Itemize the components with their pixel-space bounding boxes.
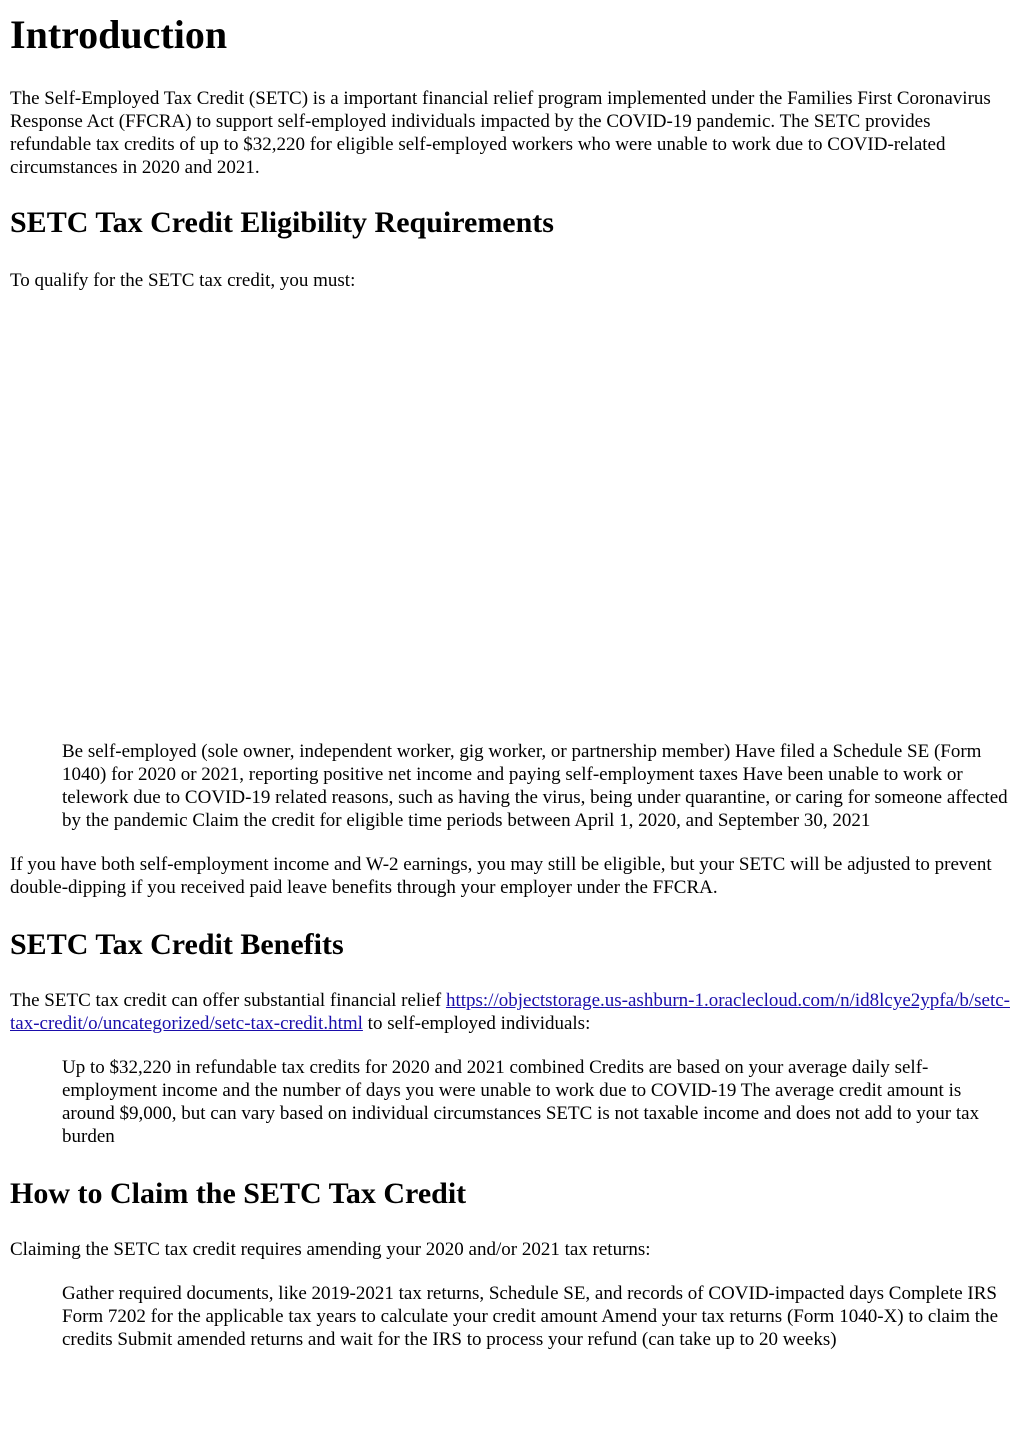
benefits-lead [10, 989, 1014, 1035]
setc-tax-credit-link[interactable]: https://objectstorage.us-ashburn-1.oraclecloud.com/n/id8lcye2ypfa/b/setc-tax-credit/o/uncategorized/setc-tax-credit.html [10, 990, 1010, 1034]
benefits-lead-tail: to self-employed individuals: [362, 1013, 591, 1034]
eligibility-list: Be self-employed (sole owner, independent worker, gig worker, or partnership member) Have filed a Schedule SE (Form 1040) for 2020 or 2021, reporting positive net income and paying self-employment taxes Have been unable to work or telework due to COVID-19 related reasons, such as having the virus, being under quarantine, or caring for someone affected by the pandemic Claim the credit for eligible time periods between April 1, 2020, and September 30, 2021 [62, 741, 1008, 831]
benefits-list: Up to $32,220 in refundable tax credits for 2020 and 2021 combined Credits are based on your average daily self-employment income and the number of days you were unable to work due to COVID-19 The average credit amount is around $9,000, but can vary based on individual circumstances SETC is not taxable income and does not add to your tax burden [62, 1057, 980, 1147]
intro-paragraph: The Self-Employed Tax Credit (SETC) is a important financial relief program implemented under the Families First Coronavirus Response Act (FFCRA) to support self-employed individuals impacted by the COVID-19 pandemic. The SETC provides refundable tax credits of up to $32,220 for eligible self-employed workers who were unable to work due to COVID-related circumstances in 2020 and 2021. [10, 88, 991, 178]
claim-lead: Claiming the SETC tax credit requires amending your 2020 and/or 2021 tax returns: [10, 1239, 651, 1260]
benefits-lead-text: The SETC tax credit can offer substantial financial relief [10, 990, 446, 1011]
claim-heading: How to Claim the SETC Tax Credit [10, 1177, 467, 1210]
w2-note: If you have both self-employment income and W-2 earnings, you may still be eligible, but your SETC will be adjusted to prevent double-dipping if you received paid leave benefits through your employer under the FFCRA. [10, 854, 992, 898]
eligibility-heading: SETC Tax Credit Eligibility Requirements [10, 206, 554, 239]
eligibility-lead: To qualify for the SETC tax credit, you must: [10, 270, 356, 291]
claim-list: Gather required documents, like 2019-2021 tax returns, Schedule SE, and records of COVID-impacted days Complete IRS Form 7202 for the applicable tax years to calculate your credit amount Amend your tax returns (Form 1040-X) to claim the credits Submit amended returns and wait for the IRS to process your refund (can take up to 20 weeks) [62, 1283, 999, 1350]
benefits-heading: SETC Tax Credit Benefits [10, 928, 344, 961]
intro-heading: Introduction [10, 12, 228, 57]
